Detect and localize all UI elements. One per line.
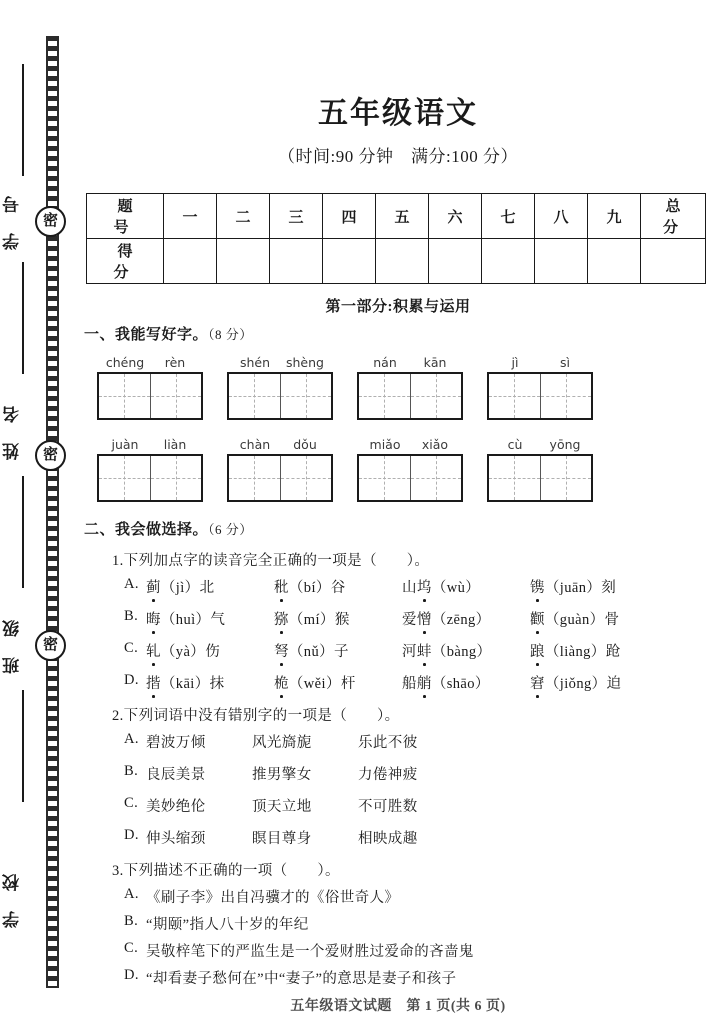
opt-post: （shāo） — [431, 676, 490, 692]
tianzige-group-8 — [487, 437, 593, 502]
option-item — [530, 640, 658, 661]
writing-box-6[interactable] — [227, 454, 333, 502]
section-heading-part-one: 第一部分:积累与运用 — [325, 299, 471, 315]
option-item — [146, 640, 274, 661]
score-col-2: 二 — [217, 194, 270, 239]
opt-post: （yà）伤 — [160, 644, 221, 660]
pinyin-2a: shén — [239, 355, 271, 370]
pinyin-5b: liàn — [163, 437, 187, 452]
sub3-option-D[interactable] — [124, 967, 456, 988]
pinyin-label-4 — [487, 355, 593, 370]
option-item: 风光旖旎 — [252, 735, 312, 751]
sub1-option-D[interactable] — [124, 672, 658, 693]
score-col-3: 三 — [270, 194, 323, 239]
seal-dashed-strip — [46, 36, 59, 988]
option-item — [146, 576, 274, 597]
option-letter: A. — [124, 576, 139, 592]
opt-post: （bàng） — [431, 644, 492, 660]
writing-box-7[interactable] — [357, 454, 463, 502]
score-col-5: 五 — [376, 194, 429, 239]
opt-post: （kāi）抹 — [160, 676, 225, 692]
pinyin-4a: jì — [511, 355, 519, 370]
writing-cell[interactable] — [540, 456, 592, 500]
sub2-option-D[interactable] — [124, 827, 464, 848]
opt-post: （nǔ）子 — [288, 644, 349, 660]
opt-post: （liàng）跄 — [544, 644, 621, 660]
tianzige-group-3 — [357, 355, 463, 420]
seal-rule-4 — [22, 690, 24, 802]
writing-cell[interactable] — [359, 374, 410, 418]
option-item — [530, 672, 658, 693]
option-item — [274, 608, 402, 629]
seal-field-label-name: 姓 名 — [3, 397, 22, 461]
score-col-1: 一 — [164, 194, 217, 239]
option-letter: B. — [124, 913, 139, 929]
pinyin-label-8 — [487, 437, 593, 452]
pinyin-6a: chàn — [239, 437, 271, 452]
writing-cell[interactable] — [280, 456, 332, 500]
pinyin-label-5 — [97, 437, 203, 452]
emphasized-char: 弩 — [274, 640, 289, 661]
option-item — [274, 576, 402, 597]
question-2-title — [84, 518, 253, 539]
writing-cell[interactable] — [280, 374, 332, 418]
question-1-points: （8 分） — [208, 327, 253, 342]
seal-field-label-school: 学 校 — [3, 865, 22, 929]
opt-post: （huì）气 — [160, 612, 226, 628]
sub3-option-C[interactable] — [124, 940, 474, 961]
option-letter: C. — [124, 795, 139, 811]
score-input-8[interactable] — [535, 239, 588, 284]
emphasized-char: 艄 — [417, 672, 432, 693]
score-input-3[interactable] — [270, 239, 323, 284]
score-table — [86, 193, 706, 284]
option-item: 力倦神疲 — [358, 767, 418, 783]
opt-post: （juān）刻 — [544, 580, 617, 596]
pinyin-8a: cù — [507, 437, 523, 452]
opt-post: （bí）谷 — [288, 580, 346, 596]
writing-cell[interactable] — [410, 374, 462, 418]
table-row-scores — [87, 239, 706, 284]
tianzige-group-6 — [227, 437, 333, 502]
option-item: 碧波万倾 — [146, 735, 206, 751]
option-letter: B. — [124, 608, 139, 624]
seal-stamp-icon-2: 密 — [35, 440, 66, 471]
writing-cell[interactable] — [489, 456, 540, 500]
pinyin-6b: dǒu — [293, 437, 317, 452]
score-col-6: 六 — [429, 194, 482, 239]
score-input-6[interactable] — [429, 239, 482, 284]
option-item: 《刷子李》出自冯骥才的《俗世奇人》 — [146, 890, 400, 906]
option-letter: D. — [124, 827, 139, 843]
sub1-option-A[interactable] — [124, 576, 658, 597]
writing-box-8[interactable] — [487, 454, 593, 502]
option-item: 良辰美景 — [146, 767, 206, 783]
emphasized-char: 蚌 — [417, 640, 432, 661]
score-input-4[interactable] — [323, 239, 376, 284]
emphasized-char: 颧 — [530, 608, 545, 629]
emphasized-char: 憎 — [417, 608, 432, 629]
sub3-option-A[interactable] — [124, 886, 399, 907]
score-input-5[interactable] — [376, 239, 429, 284]
sub-question-2-stem: 2.下列词语中没有错别字的一项是（ ）。 — [112, 708, 400, 724]
emphasized-char: 晦 — [146, 608, 161, 629]
emphasized-char: 窘 — [530, 672, 545, 693]
emphasized-char: 揩 — [146, 672, 161, 693]
option-item: 瞑目尊身 — [252, 831, 312, 847]
writing-cell[interactable] — [150, 456, 202, 500]
exam-paper-sheet — [72, 0, 724, 1024]
option-item — [530, 576, 658, 597]
option-item — [146, 672, 274, 693]
sub3-option-B[interactable] — [124, 913, 309, 934]
option-item: 乐此不彼 — [358, 735, 418, 751]
writing-cell[interactable] — [410, 456, 462, 500]
score-col-9: 九 — [588, 194, 641, 239]
opt-pre: 河 — [402, 644, 417, 660]
sub1-option-B[interactable] — [124, 608, 658, 629]
emphasized-char: 踉 — [530, 640, 545, 661]
score-col-total: 总 分 — [641, 194, 706, 239]
emphasized-char: 猕 — [274, 608, 289, 629]
emphasized-char: 秕 — [274, 576, 289, 597]
opt-post: （mí）猴 — [288, 612, 350, 628]
score-input-1[interactable] — [164, 239, 217, 284]
pinyin-label-1 — [97, 355, 203, 370]
option-item — [402, 672, 530, 693]
pinyin-8b: yōng — [549, 437, 581, 452]
pinyin-1b: rèn — [164, 355, 186, 370]
tianzige-group-5 — [97, 437, 203, 502]
writing-cell[interactable] — [229, 456, 280, 500]
emphasized-char: 轧 — [146, 640, 161, 661]
option-item — [274, 640, 402, 661]
option-letter: C. — [124, 640, 139, 656]
score-table-row-label-1: 得 分 — [87, 239, 164, 284]
score-input-total[interactable] — [641, 239, 706, 284]
option-letter: A. — [124, 731, 139, 747]
sub1-option-C[interactable] — [124, 640, 658, 661]
exam-meta-subtitle: （时间:90 分钟 满分:100 分） — [278, 147, 518, 166]
pinyin-3b: kān — [423, 355, 447, 370]
option-letter: D. — [124, 672, 139, 688]
score-col-7: 七 — [482, 194, 535, 239]
seal-stamp-icon-3: 密 — [35, 630, 66, 661]
score-input-7[interactable] — [482, 239, 535, 284]
tianzige-group-7 — [357, 437, 463, 502]
option-item: 相映成趣 — [358, 831, 418, 847]
seal-field-label-student-id: 学 号 — [3, 187, 22, 251]
page-footer: 五年级语文试题 第 1 页(共 6 页) — [290, 999, 506, 1014]
writing-cell[interactable] — [489, 374, 540, 418]
pinyin-label-3 — [357, 355, 463, 370]
sub-question-1-stem: 1.下列加点字的读音完全正确的一项是（ ）。 — [112, 553, 430, 569]
opt-post: （guàn）骨 — [544, 612, 620, 628]
option-item: “却看妻子愁何在”中“妻子”的意思是妻子和孩子 — [146, 971, 457, 987]
option-item — [402, 576, 530, 597]
sub2-option-B[interactable] — [124, 763, 464, 784]
writing-box-1[interactable] — [97, 372, 203, 420]
table-row-question-numbers — [87, 194, 706, 239]
pinyin-3a: nán — [373, 355, 397, 370]
emphasized-char: 桅 — [274, 672, 289, 693]
writing-cell[interactable] — [229, 374, 280, 418]
opt-post: （zēng） — [431, 612, 491, 628]
pinyin-7b: xiǎo — [421, 437, 449, 452]
opt-post: （wù） — [431, 580, 481, 596]
option-item — [146, 608, 274, 629]
tianzige-group-4 — [487, 355, 593, 420]
pinyin-4b: sì — [560, 355, 570, 370]
seal-rule-1 — [22, 64, 24, 176]
option-item: 推男擎女 — [252, 767, 312, 783]
seal-binding-column — [0, 0, 72, 1024]
writing-cell[interactable] — [359, 456, 410, 500]
opt-post: （wěi）杆 — [288, 676, 356, 692]
option-item — [402, 640, 530, 661]
opt-pre: 爱 — [402, 612, 417, 628]
option-item: 顶天立地 — [252, 799, 312, 815]
writing-cell[interactable] — [99, 374, 150, 418]
option-letter: B. — [124, 763, 139, 779]
option-item: 不可胜数 — [358, 799, 418, 815]
score-input-9[interactable] — [588, 239, 641, 284]
option-letter: D. — [124, 967, 139, 983]
seal-stamp-icon-1: 密 — [35, 206, 66, 237]
writing-cell[interactable] — [150, 374, 202, 418]
score-col-4: 四 — [323, 194, 376, 239]
tianzige-group-1 — [97, 355, 203, 420]
pinyin-label-6 — [227, 437, 333, 452]
option-item — [530, 608, 658, 629]
writing-box-4[interactable] — [487, 372, 593, 420]
option-item: 吴敬梓笔下的严监生是一个爱财胜过爱命的吝啬鬼 — [146, 944, 474, 960]
tianzige-group-2 — [227, 355, 333, 420]
emphasized-char: 镌 — [530, 576, 545, 597]
opt-post: （jì）北 — [160, 580, 215, 596]
question-2-points: （6 分） — [208, 522, 253, 537]
pinyin-7a: miǎo — [369, 437, 401, 452]
question-1-title — [84, 323, 253, 344]
writing-box-3[interactable] — [357, 372, 463, 420]
writing-cell[interactable] — [540, 374, 592, 418]
question-1-label: 一、我能写好字。 — [84, 327, 209, 343]
seal-field-label-class: 班 级 — [3, 611, 22, 675]
question-2-label: 二、我会做选择。 — [84, 522, 209, 538]
option-item: “期颐”指人八十岁的年纪 — [146, 917, 309, 933]
score-table-row-label-0: 题 号 — [87, 194, 164, 239]
emphasized-char: 坞 — [417, 576, 432, 597]
option-item — [274, 672, 402, 693]
sub-question-3-stem: 3.下列描述不正确的一项（ ）。 — [112, 863, 340, 879]
opt-pre: 山 — [402, 580, 417, 596]
pinyin-2b: shèng — [286, 355, 324, 370]
option-item: 美妙绝伦 — [146, 799, 206, 815]
pinyin-label-2 — [227, 355, 333, 370]
option-letter: A. — [124, 886, 139, 902]
sub2-option-A[interactable] — [124, 731, 464, 752]
score-col-8: 八 — [535, 194, 588, 239]
seal-rule-3 — [22, 476, 24, 588]
writing-cell[interactable] — [99, 456, 150, 500]
seal-rule-2 — [22, 262, 24, 374]
option-item — [402, 608, 530, 629]
page-title: 五年级语文 — [318, 97, 478, 130]
option-item: 伸头缩颈 — [146, 831, 206, 847]
writing-box-5[interactable] — [97, 454, 203, 502]
pinyin-5a: juàn — [111, 437, 139, 452]
emphasized-char: 蓟 — [146, 576, 161, 597]
pinyin-1a: chéng — [105, 355, 145, 370]
option-letter: C. — [124, 940, 139, 956]
writing-box-2[interactable] — [227, 372, 333, 420]
opt-post: （jiǒng）迫 — [544, 676, 622, 692]
sub2-option-C[interactable] — [124, 795, 464, 816]
opt-pre: 船 — [402, 676, 417, 692]
score-input-2[interactable] — [217, 239, 270, 284]
pinyin-label-7 — [357, 437, 463, 452]
